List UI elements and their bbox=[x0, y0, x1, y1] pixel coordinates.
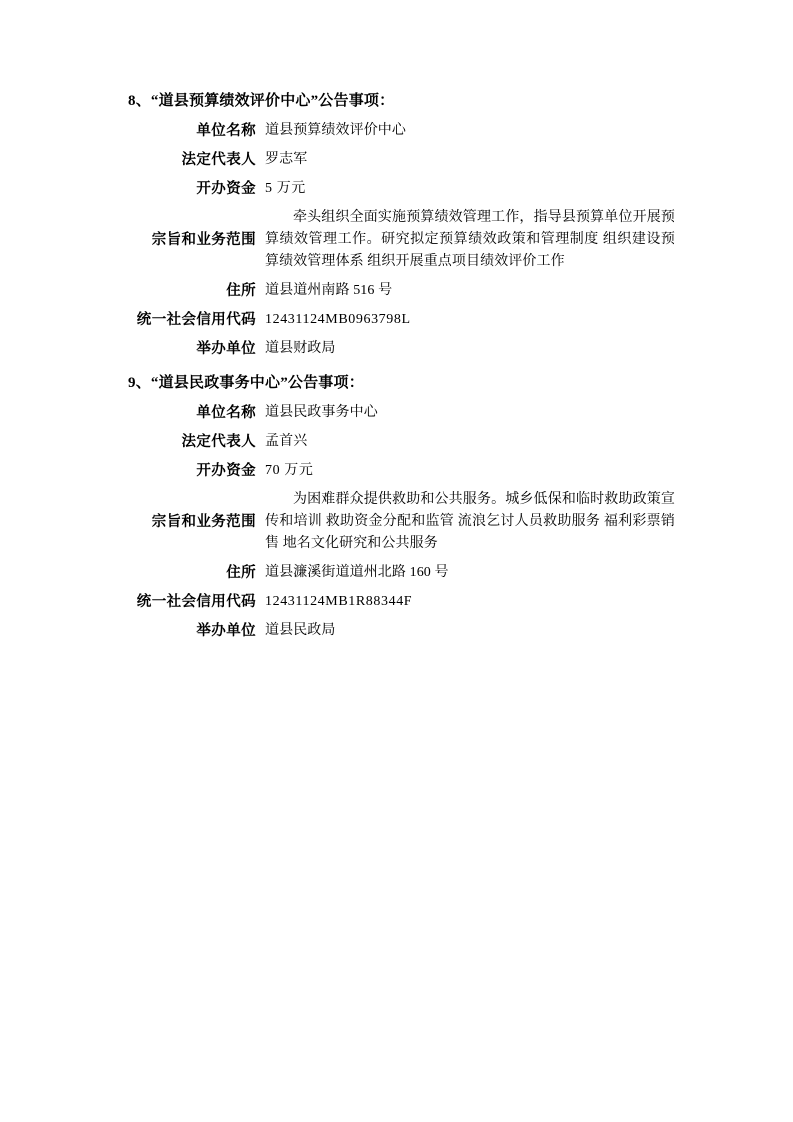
field-row bbox=[128, 460, 675, 482]
field-list bbox=[128, 120, 675, 360]
field-value: 牵头组织全面实施预算绩效管理工作，指导县预算单位开展预算绩效管理工作。研究拟定预算绩效政策和管理制度 组织建设预算绩效管理体系 组织开展重点项目绩效评价工作 bbox=[265, 210, 675, 269]
field-row-credit-code bbox=[128, 591, 675, 613]
field-value: 孟首兴 bbox=[265, 434, 308, 449]
announcement-section bbox=[128, 370, 675, 642]
announcement-section bbox=[128, 88, 675, 360]
field-row-credit-code bbox=[128, 309, 675, 331]
field-value: 道县预算绩效评价中心 bbox=[265, 123, 406, 138]
field-row bbox=[128, 149, 675, 171]
field-row-scope bbox=[128, 207, 675, 273]
field-value: 12431124MB1R88344F bbox=[265, 594, 413, 609]
field-label: 宗旨和业务范围 bbox=[151, 232, 256, 248]
field-value: 罗志军 bbox=[265, 152, 308, 167]
section-heading: 9、“道县民政事务中心”公告事项： bbox=[128, 375, 364, 391]
field-value: 道县民政事务中心 bbox=[265, 405, 378, 420]
field-value: 道县濂溪街道道州北路 160 号 bbox=[265, 565, 449, 580]
field-row bbox=[128, 178, 675, 200]
field-label: 开办资金 bbox=[196, 463, 256, 479]
field-row-scope bbox=[128, 489, 675, 555]
field-value: 道县财政局 bbox=[265, 341, 336, 356]
field-label: 开办资金 bbox=[196, 181, 256, 197]
field-label: 举办单位 bbox=[196, 623, 256, 639]
field-list bbox=[128, 402, 675, 642]
field-label: 住所 bbox=[226, 565, 256, 581]
field-value: 5 万元 bbox=[265, 181, 306, 196]
field-label: 统一社会信用代码 bbox=[136, 593, 256, 610]
field-label: 法定代表人 bbox=[181, 434, 256, 450]
field-value: 70 万元 bbox=[265, 463, 314, 478]
field-row bbox=[128, 120, 675, 142]
field-row bbox=[128, 402, 675, 424]
field-row bbox=[128, 562, 675, 584]
section-heading: 8、“道县预算绩效评价中心”公告事项： bbox=[128, 93, 395, 109]
field-label: 住所 bbox=[226, 283, 256, 299]
field-row bbox=[128, 338, 675, 360]
field-label: 举办单位 bbox=[196, 341, 256, 357]
field-label: 单位名称 bbox=[196, 123, 256, 139]
field-row bbox=[128, 280, 675, 302]
field-label: 单位名称 bbox=[196, 405, 256, 421]
field-label: 法定代表人 bbox=[181, 152, 256, 168]
field-row bbox=[128, 620, 675, 642]
field-row bbox=[128, 431, 675, 453]
field-value: 12431124MB0963798L bbox=[265, 312, 411, 327]
field-value: 道县民政局 bbox=[265, 623, 336, 638]
field-value: 道县道州南路 516 号 bbox=[265, 283, 393, 298]
field-label: 宗旨和业务范围 bbox=[151, 514, 256, 530]
field-label: 统一社会信用代码 bbox=[136, 311, 256, 328]
field-value: 为困难群众提供救助和公共服务。城乡低保和临时救助政策宣传和培训 救助资金分配和监管 流浪乞讨人员救助服务 福利彩票销售 地名文化研究和公共服务 bbox=[265, 492, 675, 551]
